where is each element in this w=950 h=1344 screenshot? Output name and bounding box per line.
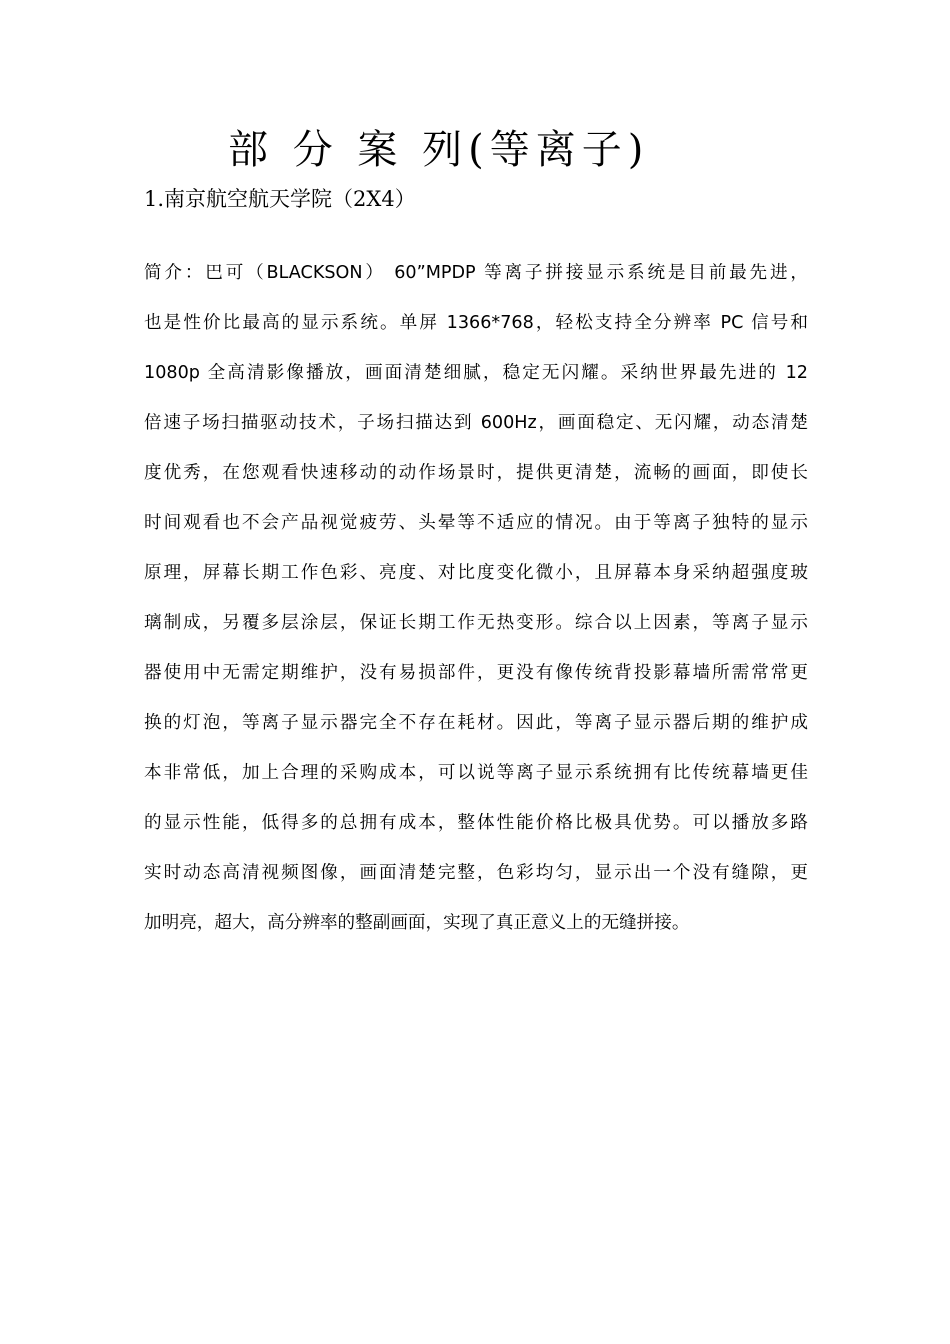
intro-line: 的显示性能，低得多的总拥有成本，整体性能价格比极具优势。可以播放多路 <box>144 813 808 833</box>
intro-line: 倍速子场扫描驱动技术，子场扫描达到 600Hz，画面稳定、无闪耀，动态清楚 <box>144 413 808 433</box>
intro-paragraph <box>144 256 808 956</box>
intro-line: 时间观看也不会产品视觉疲劳、头晕等不适应的情况。由于等离子独特的显示 <box>144 513 808 533</box>
intro-line: 本非常低，加上合理的采购成本，可以说等离子显示系统拥有比传统幕墙更佳 <box>144 763 808 783</box>
intro-line-last: 加明亮，超大，高分辨率的整副画面，实现了真正意义上的无缝拼接。 <box>144 913 690 933</box>
intro-line: 璃制成，另覆多层涂层，保证长期工作无热变形。综合以上因素，等离子显示 <box>144 613 808 633</box>
intro-line: 也是性价比最高的显示系统。单屏 1366*768，轻松支持全分辨率 PC 信号和 <box>144 313 808 333</box>
intro-line: 简介：巴可（BLACKSON） 60”MPDP 等离子拼接显示系统是目前最先进， <box>144 263 808 283</box>
intro-line: 1080p 全高清影像播放，画面清楚细腻，稳定无闪耀。采纳世界最先进的 12 <box>144 363 808 383</box>
intro-line: 原理，屏幕长期工作色彩、亮度、对比度变化微小，且屏幕本身采纳超强度玻 <box>144 563 808 583</box>
intro-line: 换的灯泡，等离子显示器完全不存在耗材。因此，等离子显示器后期的维护成 <box>144 713 808 733</box>
intro-line: 实时动态高清视频图像，画面清楚完整，色彩均匀，显示出一个没有缝隙，更 <box>144 863 808 883</box>
page-title: 部 分 案 列(等离子) <box>228 127 650 173</box>
case-heading: 1.南京航空航天学院（2X4） <box>144 187 416 211</box>
intro-line: 度优秀，在您观看快速移动的动作场景时，提供更清楚，流畅的画面，即使长 <box>144 463 808 483</box>
intro-line: 器使用中无需定期维护，没有易损部件，更没有像传统背投影幕墙所需常常更 <box>144 663 808 683</box>
